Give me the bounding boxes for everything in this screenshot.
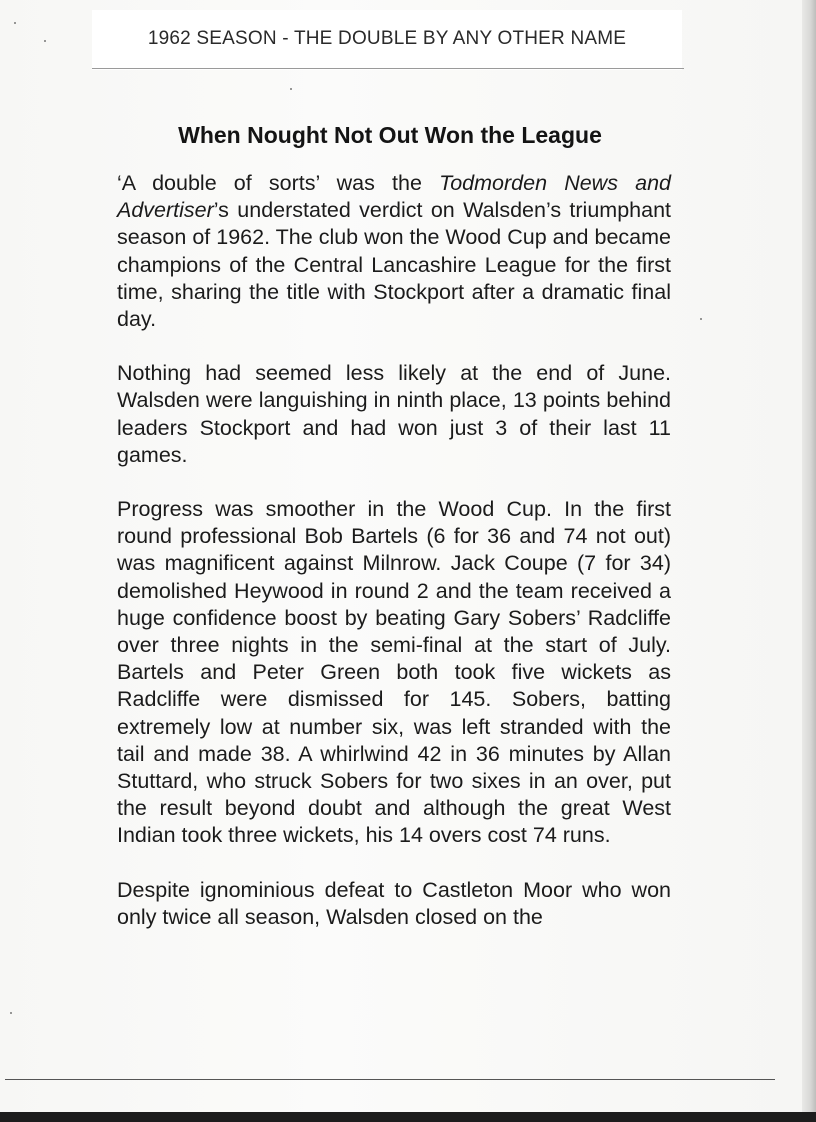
footer-divider [5,1079,775,1080]
scan-speck [44,40,46,42]
paragraph-1-lead: ‘A double of sorts’ was the [117,171,440,195]
article-title: When Nought Not Out Won the League [178,122,602,148]
scan-speck [700,318,702,320]
header-divider [92,68,684,69]
scan-speck [290,88,292,90]
scan-speck [10,1012,12,1014]
paragraph-1 [117,170,671,333]
scan-right-edge [802,0,816,1122]
paragraph-2: Nothing had seemed less likely at the end of June. Walsden were languishing in ninth place, 13 points behind leaders Stockport and had won just 3 of their last 11 games. [117,361,671,467]
scan-speck [14,22,16,24]
paragraph-4: Despite ignominious defeat to Castleton Moor who won only twice all season, Walsden closed on the [117,877,671,929]
running-header: 1962 SEASON - THE DOUBLE BY ANY OTHER NAME [147,28,627,49]
article-body [117,170,671,931]
publication-name: Todmorden News and Advertiser [117,171,671,223]
paragraph-1-tail: ’s understated verdict on Walsden’s triumphant season of 1962. The club won the Wood Cup and became champions of the Central Lancashire League for the first time, sharing the title with Stockport after a dramatic final day. [117,198,671,332]
paragraph-3: Progress was smoother in the Wood Cup. In the first round professional Bob Bartels (6 for 36 and 74 not out) was magnificent against Milnrow. Jack Coupe (7 for 34) demolished Heywood in round 2 and the team received a huge confidence boost by beating Gary Sobers’ Radcliffe over three nights in the semi-final at the start of July. Bartels and Peter Green both took five wickets as Radcliffe were dismissed for 145. Sobers, batting extremely low at number six, was left stranded with the tail and made 38. A whirlwind 42 in 36 minutes by Allan Stuttard, who struck Sobers for two sixes in an over, put the result beyond doubt and although the great West Indian took three wickets, his 14 overs cost 74 runs. [117,497,671,848]
scan-bottom-edge [0,1112,816,1122]
